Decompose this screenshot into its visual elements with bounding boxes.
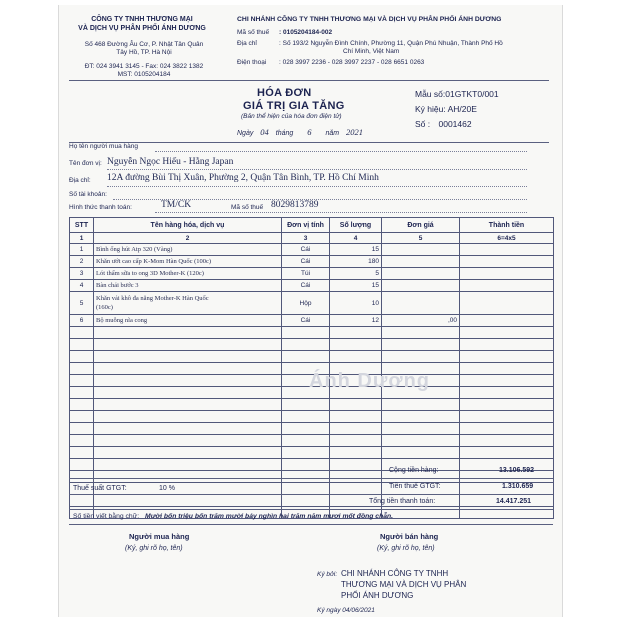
signer-line-2: THƯƠNG MẠI VÀ DỊCH VỤ PHÂN [341, 580, 467, 589]
column-number-row [70, 233, 554, 244]
row-unit: Hộp [282, 292, 330, 315]
row-product: Bộ muỗng nĩa cong [94, 315, 282, 327]
branch-address-label: Địa chỉ [237, 40, 257, 47]
header-product: Tên hàng hóa, dịch vụ [94, 218, 282, 233]
form-number: Mẫu số:01GTKT0/001 [415, 89, 499, 99]
branch-name: CHI NHÁNH CÔNG TY TNHH THƯƠNG MẠI VÀ DỊCH VỤ PHÂN PHỐI ÁNH DƯƠNG [237, 16, 502, 23]
row-product [94, 292, 282, 315]
row-amount [460, 256, 554, 268]
amount-in-words [73, 513, 393, 520]
buyer-unit-line [107, 169, 527, 170]
table-row [70, 315, 554, 327]
buyer-name-line [155, 151, 527, 152]
buyer-unit-label: Tên đơn vị: [69, 160, 102, 167]
table-empty-row [70, 351, 554, 363]
col-num-3: 3 [282, 233, 330, 244]
row-amount [460, 244, 554, 256]
buyer-account-label: Số tài khoản: [69, 191, 107, 198]
row-qty: 15 [330, 280, 382, 292]
invoice-number: Số : 0001462 [415, 119, 472, 129]
goods-total-value: 13.106.592 [499, 467, 535, 474]
seller-address: Số 468 Đường Âu Cơ, P. Nhật Tân Quân Tây Hồ, TP. Hà Nội ĐT: 024 3941 3145 - Fax: 024 3822 1382 MST: 0105204184 [84, 41, 204, 78]
table-empty-row [70, 495, 554, 507]
col-num-2: 2 [94, 233, 282, 244]
header-amount: Thành tiền [460, 218, 554, 233]
row-price [382, 268, 460, 280]
signer-line-1: CHI NHÁNH CÔNG TY TNHH [341, 569, 449, 578]
vat-amount-value: 1.310.659 [502, 483, 534, 490]
table-empty-row [70, 459, 554, 471]
totals-divider-4 [69, 524, 553, 525]
row-product: Lót thấm sữa to ong 3D Mother-K (120c) [94, 268, 282, 280]
vat-rate-value: 10 % [159, 485, 175, 492]
seller-signature-title: Người bán hàng [380, 532, 439, 541]
branch-tax-value: : 0105204184-002 [279, 29, 333, 36]
goods-total-label: Cộng tiền hàng: [389, 467, 439, 474]
digital-signature-signer [341, 568, 466, 601]
row-amount [460, 292, 554, 315]
digital-signature-label: Ký bởi: [317, 571, 338, 578]
row-product: Bàn chải bước 3 [94, 280, 282, 292]
table-empty-row [70, 471, 554, 483]
table-empty-row [70, 411, 554, 423]
row-stt: 6 [70, 315, 94, 327]
row-unit: Cái [282, 256, 330, 268]
header-stt: STT [70, 218, 94, 233]
row-stt: 4 [70, 280, 94, 292]
background-watermark: Ánh Dương [309, 370, 431, 392]
header-divider [69, 80, 549, 81]
row-unit: Cái [282, 315, 330, 327]
table-row [70, 244, 554, 256]
row-qty: 180 [330, 256, 382, 268]
invoice-sheet [58, 5, 563, 617]
table-empty-row [70, 435, 554, 447]
row-price [382, 280, 460, 292]
row-price [382, 244, 460, 256]
payment-method-value: TM/CK [161, 200, 192, 210]
branch-phone-label: Điện thoại [237, 59, 267, 66]
payment-method-label: Hình thức thanh toán: [69, 204, 132, 211]
row-amount [460, 268, 554, 280]
header-qty: Số lượng [330, 218, 382, 233]
row-price [382, 256, 460, 268]
header-unit: Đơn vị tính [282, 218, 330, 233]
buyer-signature-note: (Ký, ghi rõ họ, tên) [125, 545, 183, 552]
row-price [382, 292, 460, 315]
table-row [70, 280, 554, 292]
invoice-subtitle-main: GIÁ TRỊ GIA TĂNG [243, 100, 345, 112]
row-qty: 15 [330, 244, 382, 256]
table-header-row [70, 218, 554, 233]
table-row [70, 292, 554, 315]
invoice-title: HÓA ĐƠN [257, 87, 312, 99]
table-empty-row [70, 423, 554, 435]
seller-signature-note: (Ký, ghi rõ họ, tên) [377, 545, 435, 552]
totals-divider-3 [69, 509, 553, 510]
grand-total-label: Tổng tiền thanh toán: [369, 498, 436, 505]
row-stt: 1 [70, 244, 94, 256]
table-empty-row [70, 339, 554, 351]
row-stt: 2 [70, 256, 94, 268]
buyer-address-value: 12A đường Bùi Thị Xuân, Phường 2, Quận Tân Bình, TP. Hồ Chí Minh [107, 173, 379, 183]
row-unit: Cái [282, 280, 330, 292]
invoice-serial: Ký hiệu: AH/20E [415, 104, 477, 114]
col-num-1: 1 [70, 233, 94, 244]
row-product: Khăn ướt cao cấp K-Mom Hàn Quốc (100c) [94, 256, 282, 268]
branch-phone-value: : 028 3997 2236 - 028 3997 2237 - 028 6651 0263 [279, 59, 425, 66]
title-divider [69, 142, 549, 143]
col-num-6: 6=4x5 [460, 233, 554, 244]
amount-in-words-label: Số tiền viết bằng chữ: [73, 513, 140, 520]
seller-company-name: CÔNG TY TNHH THƯƠNG MẠI VÀ DỊCH VỤ PHÂN PHỐI ÁNH DƯƠNG [78, 16, 206, 32]
table-empty-row [70, 483, 554, 495]
items-table [69, 217, 554, 519]
row-stt: 3 [70, 268, 94, 280]
digital-signature-date: Ký ngày 04/06/2021 [317, 607, 375, 614]
table-row [70, 268, 554, 280]
table-empty-row [70, 399, 554, 411]
buyer-signature-title: Người mua hàng [129, 532, 190, 541]
row-qty: 10 [330, 292, 382, 315]
buyer-tax-label: Mã số thuế [231, 204, 264, 211]
buyer-name-label: Họ tên người mua hàng [69, 143, 138, 150]
col-num-4: 4 [330, 233, 382, 244]
header-price: Đơn giá [382, 218, 460, 233]
amount-in-words-value: Mười bốn triệu bốn trăm mười bảy nghìn hai trăm năm mươi mốt đồng chẵn. [145, 513, 394, 520]
vat-amount-label: Tiền thuế GTGT: [389, 483, 441, 490]
invoice-electronic-note: (Bản thể hiện của hóa đơn điện tử) [241, 113, 342, 120]
row-product-line1: Khăn vải khô đa năng Mother-K Hàn Quốc [96, 295, 209, 302]
buyer-tax-value: 8029813789 [271, 200, 319, 210]
signer-line-3: PHỐI ÁNH DƯƠNG [341, 591, 414, 600]
buyer-address-line [107, 186, 527, 187]
row-product-line2: (160c) [96, 304, 113, 311]
invoice-date: Ngày 04 tháng 6 năm 2021 [237, 127, 364, 137]
row-amount [460, 315, 554, 327]
buyer-unit-value: Nguyễn Ngọc Hiếu - Hằng Japan [107, 157, 234, 167]
branch-tax-label: Mã số thuế [237, 29, 270, 36]
table-row [70, 256, 554, 268]
table-empty-row [70, 447, 554, 459]
row-stt: 5 [70, 292, 94, 315]
branch-address-line2: Chí Minh, Việt Nam [343, 48, 400, 55]
row-price: ,00 [382, 315, 460, 327]
row-unit: Túi [282, 268, 330, 280]
vat-rate-label: Thuế suất GTGT: [73, 485, 127, 492]
totals-divider-1 [69, 478, 553, 479]
row-qty: 12 [330, 315, 382, 327]
grand-total-value: 14.417.251 [496, 498, 532, 505]
totals-divider-2 [69, 494, 553, 495]
row-unit: Cái [282, 244, 330, 256]
row-product: Bình ống hút Atp 320 (Vàng) [94, 244, 282, 256]
branch-address-line1: : Số 193/2 Nguyễn Đình Chính, Phường 11, Quận Phú Nhuận, Thành Phố Hồ [279, 40, 503, 47]
payment-line [155, 212, 527, 213]
row-qty: 5 [330, 268, 382, 280]
buyer-address-label: Địa chỉ: [69, 177, 91, 184]
col-num-5: 5 [382, 233, 460, 244]
row-amount [460, 280, 554, 292]
table-empty-row [70, 327, 554, 339]
